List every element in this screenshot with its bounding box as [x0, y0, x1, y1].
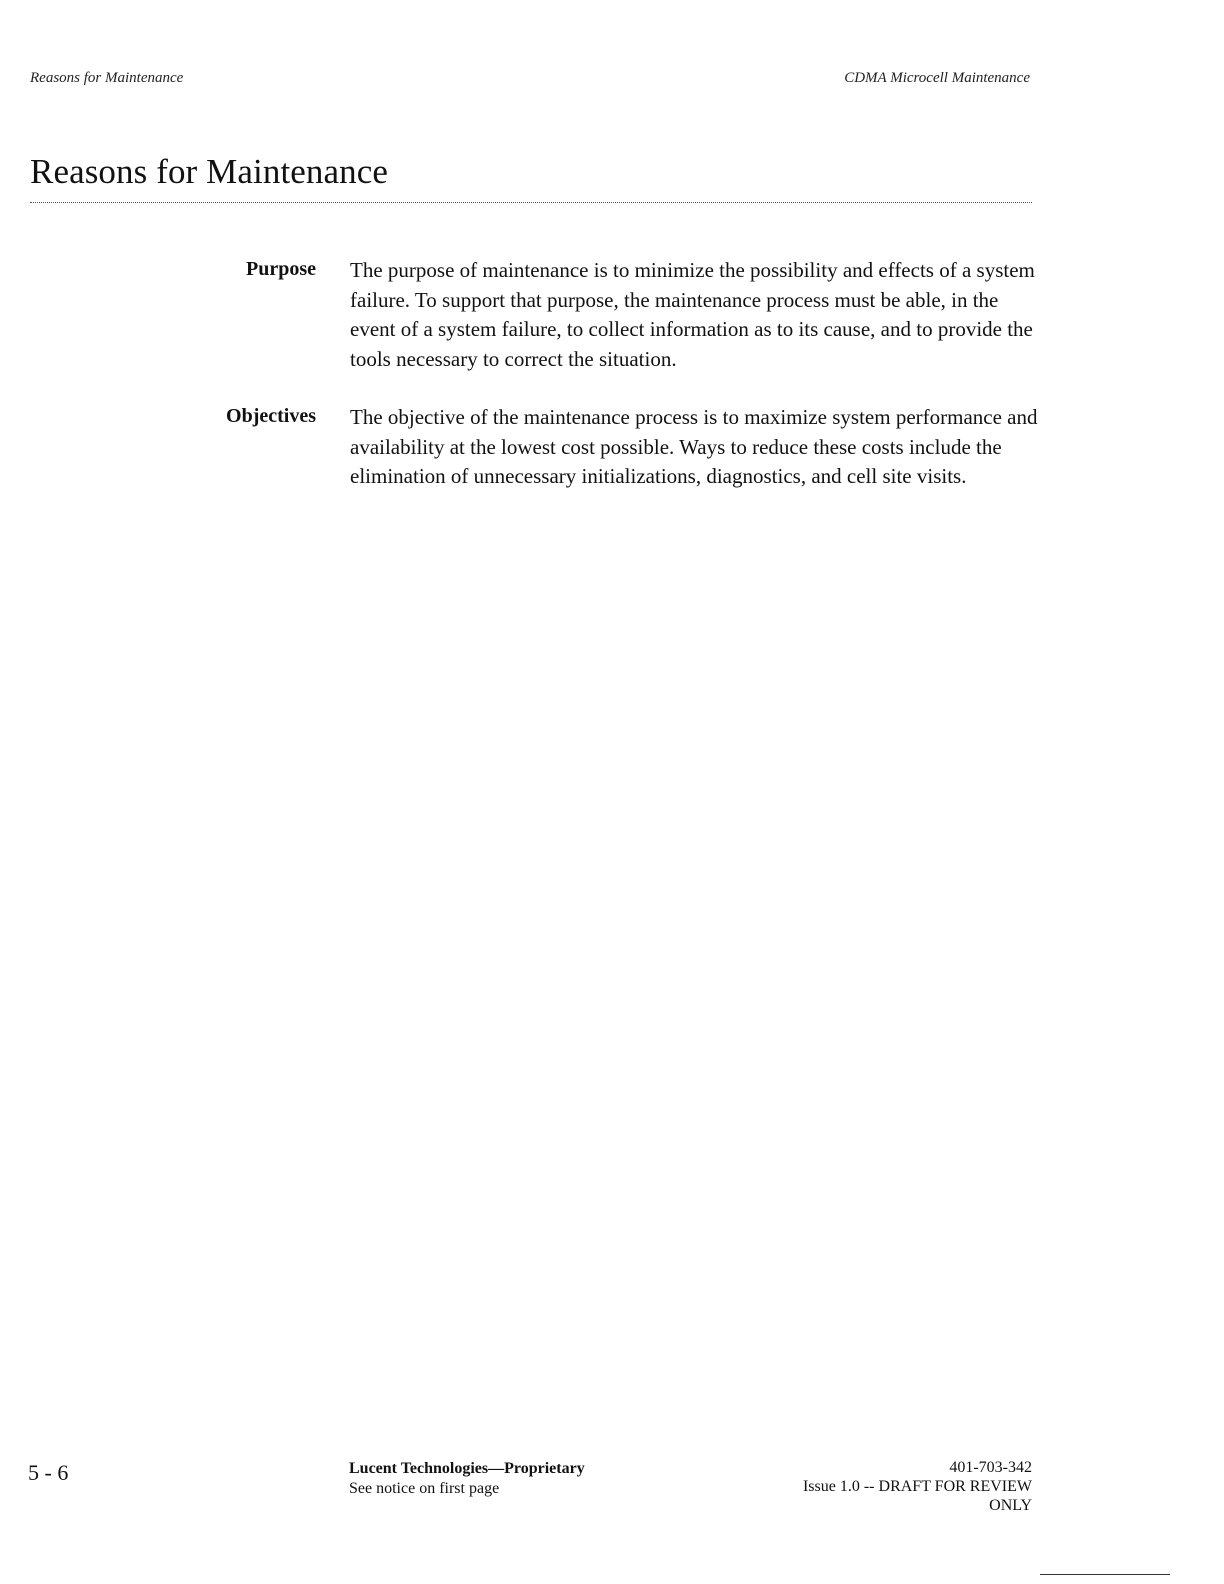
- footer-company: Lucent Technologies—Proprietary: [349, 1460, 585, 1477]
- footer-doc-number: 401-703-342: [949, 1459, 1032, 1476]
- section-label-objectives: Objectives: [226, 405, 316, 427]
- section-body-objectives: The objective of the maintenance process is to maximize system performance and availability at the lowest cost possible. Ways to reduce these costs include the elimination of unnecessary initializations, diagnostics, and cell site visits.: [350, 405, 1038, 488]
- page-title: Reasons for Maintenance: [30, 152, 389, 191]
- scan-edge-mark: [1040, 1574, 1170, 1575]
- title-dotted-rule: [30, 202, 1032, 203]
- section-body-purpose: The purpose of maintenance is to minimize the possibility and effects of a system failure. To support that purpose, the maintenance process must be able, in the event of a system failure, to collect information as to its cause, and to provide the tools necessary to correct the situation.: [350, 258, 1035, 371]
- footer-proprietary-notice: [349, 1459, 585, 1499]
- footer-issue: Issue 1.0 -- DRAFT FOR REVIEW: [802, 1478, 1032, 1495]
- running-header-left: Reasons for Maintenance: [30, 70, 184, 86]
- page-number: 5 - 6: [28, 1460, 69, 1485]
- footer-document-info: [752, 1458, 1032, 1515]
- footer-issue-cont: ONLY: [989, 1497, 1032, 1514]
- footer-notice: See notice on first page: [349, 1480, 500, 1497]
- running-header-right: CDMA Microcell Maintenance: [844, 70, 1030, 86]
- section-label-purpose: Purpose: [246, 258, 316, 280]
